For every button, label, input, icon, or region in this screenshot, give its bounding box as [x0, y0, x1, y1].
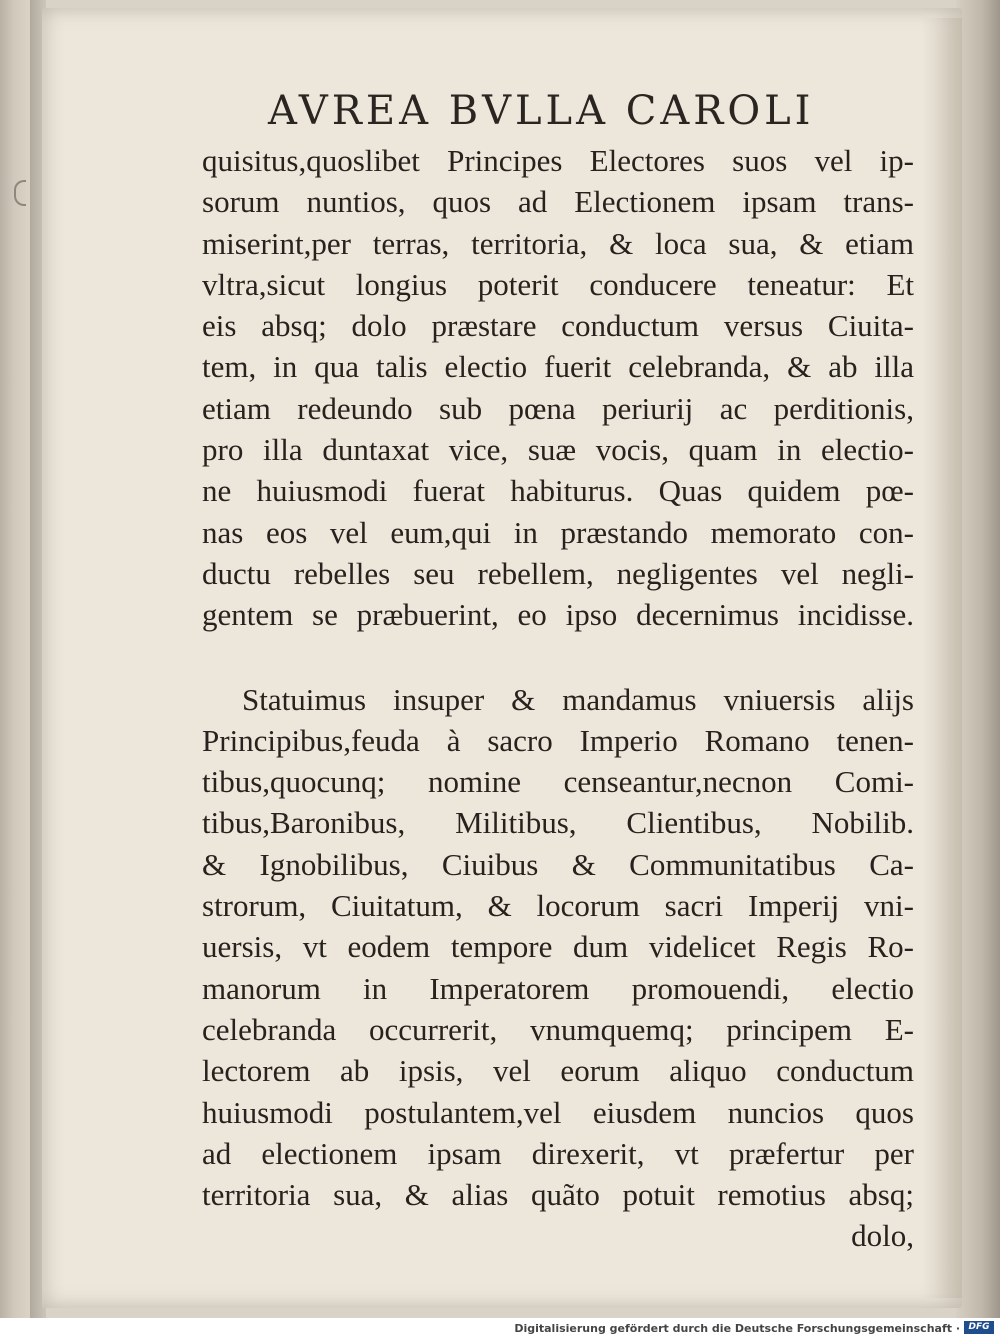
text-line: sorum nuntios, quos ad Electionem ipsam trans-	[202, 184, 914, 220]
text-line: miserint,per terras, territoria, & loca sua, & etiam	[202, 225, 914, 261]
paragraph-2	[202, 679, 914, 1216]
binding-mark	[14, 180, 26, 206]
text-line: manorum in Imperatorem promouendi, electio	[202, 970, 914, 1006]
text-line: uersis, vt eodem tempore dum videlicet Regis Ro-	[202, 929, 914, 965]
paragraph-1	[202, 140, 914, 636]
text-line: eis absq; dolo præstare conductum versus Ciuita-	[202, 308, 914, 344]
paragraph-gap	[202, 636, 914, 679]
text-line: tibus,Baronibus, Militibus, Clientibus, Nobilib.	[202, 805, 914, 841]
text-line: ad electionem ipsam direxerit, vt præfertur per	[202, 1135, 914, 1171]
text-line: strorum, Ciuitatum, & locorum sacri Imperij vni-	[202, 888, 914, 924]
text-line: huiusmodi postulantem,vel eiusdem nuncios quos	[202, 1094, 914, 1130]
text-line: tibus,quocunq; nomine censeantur,necnon Comi-	[202, 764, 914, 800]
text-line: ductu rebelles seu rebellem, negligentes vel negli-	[202, 555, 914, 591]
text-line: Principibus,feuda à sacro Imperio Romano tenen-	[202, 722, 914, 758]
text-line: Statuimus insuper & mandamus vniuersis alijs	[242, 681, 914, 717]
text-line: territoria sua, & alias quãto potuit remotius absq;	[202, 1177, 914, 1213]
text-line: & Ignobilibus, Ciuibus & Communitatibus Ca-	[202, 846, 914, 882]
running-head: AVREA BVLLA CAROLI	[268, 88, 815, 134]
text-line: etiam redeundo sub pœna periurij ac perditionis,	[202, 390, 914, 426]
text-line: lectorem ab ipsis, vel eorum aliquo conductum	[202, 1053, 914, 1089]
text-line: celebranda occurrerit, vnumquemq; principem E-	[202, 1011, 914, 1047]
text-line: gentem se præbuerint, eo ipso decernimus incidisse.	[202, 597, 914, 633]
text-block	[202, 140, 914, 1257]
text-line: tem, in qua talis electio fuerit celebranda, & ab illa	[202, 349, 914, 385]
dfg-logo-icon: DFG	[964, 1321, 994, 1334]
page-shading	[922, 18, 962, 1298]
catchword: dolo,	[851, 1218, 914, 1254]
text-line: vltra,sicut longius poterit conducere teneatur: Et	[202, 266, 914, 302]
text-line: quisitus,quoslibet Principes Electores suos vel ip-	[202, 143, 914, 178]
text-line: ne huiusmodi fuerat habiturus. Quas quidem pœ-	[202, 473, 914, 509]
funding-credit: Digitalisierung gefördert durch die Deutsche Forschungsgemeinschaft ·	[514, 1322, 960, 1335]
book-edge	[956, 0, 1000, 1318]
text-line: pro illa duntaxat vice, suæ vocis, quam in electio-	[202, 432, 914, 468]
text-line: nas eos vel eum,qui in præstando memorato con-	[202, 514, 914, 550]
